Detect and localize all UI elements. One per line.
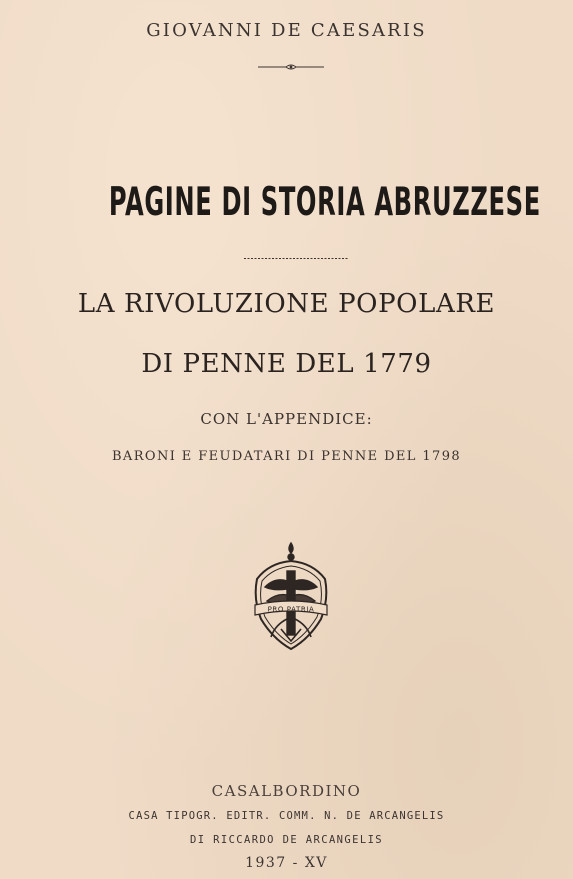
pro-patria-emblem-icon <box>251 541 331 651</box>
imprint-place: CASALBORDINO <box>211 782 362 800</box>
author-name: GIOVANNI DE CAESARIS <box>146 20 427 41</box>
imprint-year: 1937 - XV <box>245 855 328 871</box>
dotted-rule-icon <box>244 257 349 260</box>
main-title-line-1: LA RIVOLUZIONE POPOLARE <box>77 289 496 319</box>
appendix-title: BARONI E FEUDATARI DI PENNE DEL 1798 <box>111 449 462 464</box>
ornament-divider-icon <box>256 62 326 72</box>
imprint-printer-owner: DI RICCARDO DE ARCANGELIS <box>189 834 384 846</box>
appendix-intro: CON L'APPENDICE: <box>200 410 373 428</box>
emblem-motto: PRO PATRIA <box>267 605 315 614</box>
imprint-printer: CASA TIPOGR. EDITR. COMM. N. DE ARCANGELIS <box>128 810 445 822</box>
main-title-line-2: DI PENNE DEL 1779 <box>141 349 432 379</box>
series-title: PAGINE DI STORIA ABRUZZESE <box>108 180 541 225</box>
